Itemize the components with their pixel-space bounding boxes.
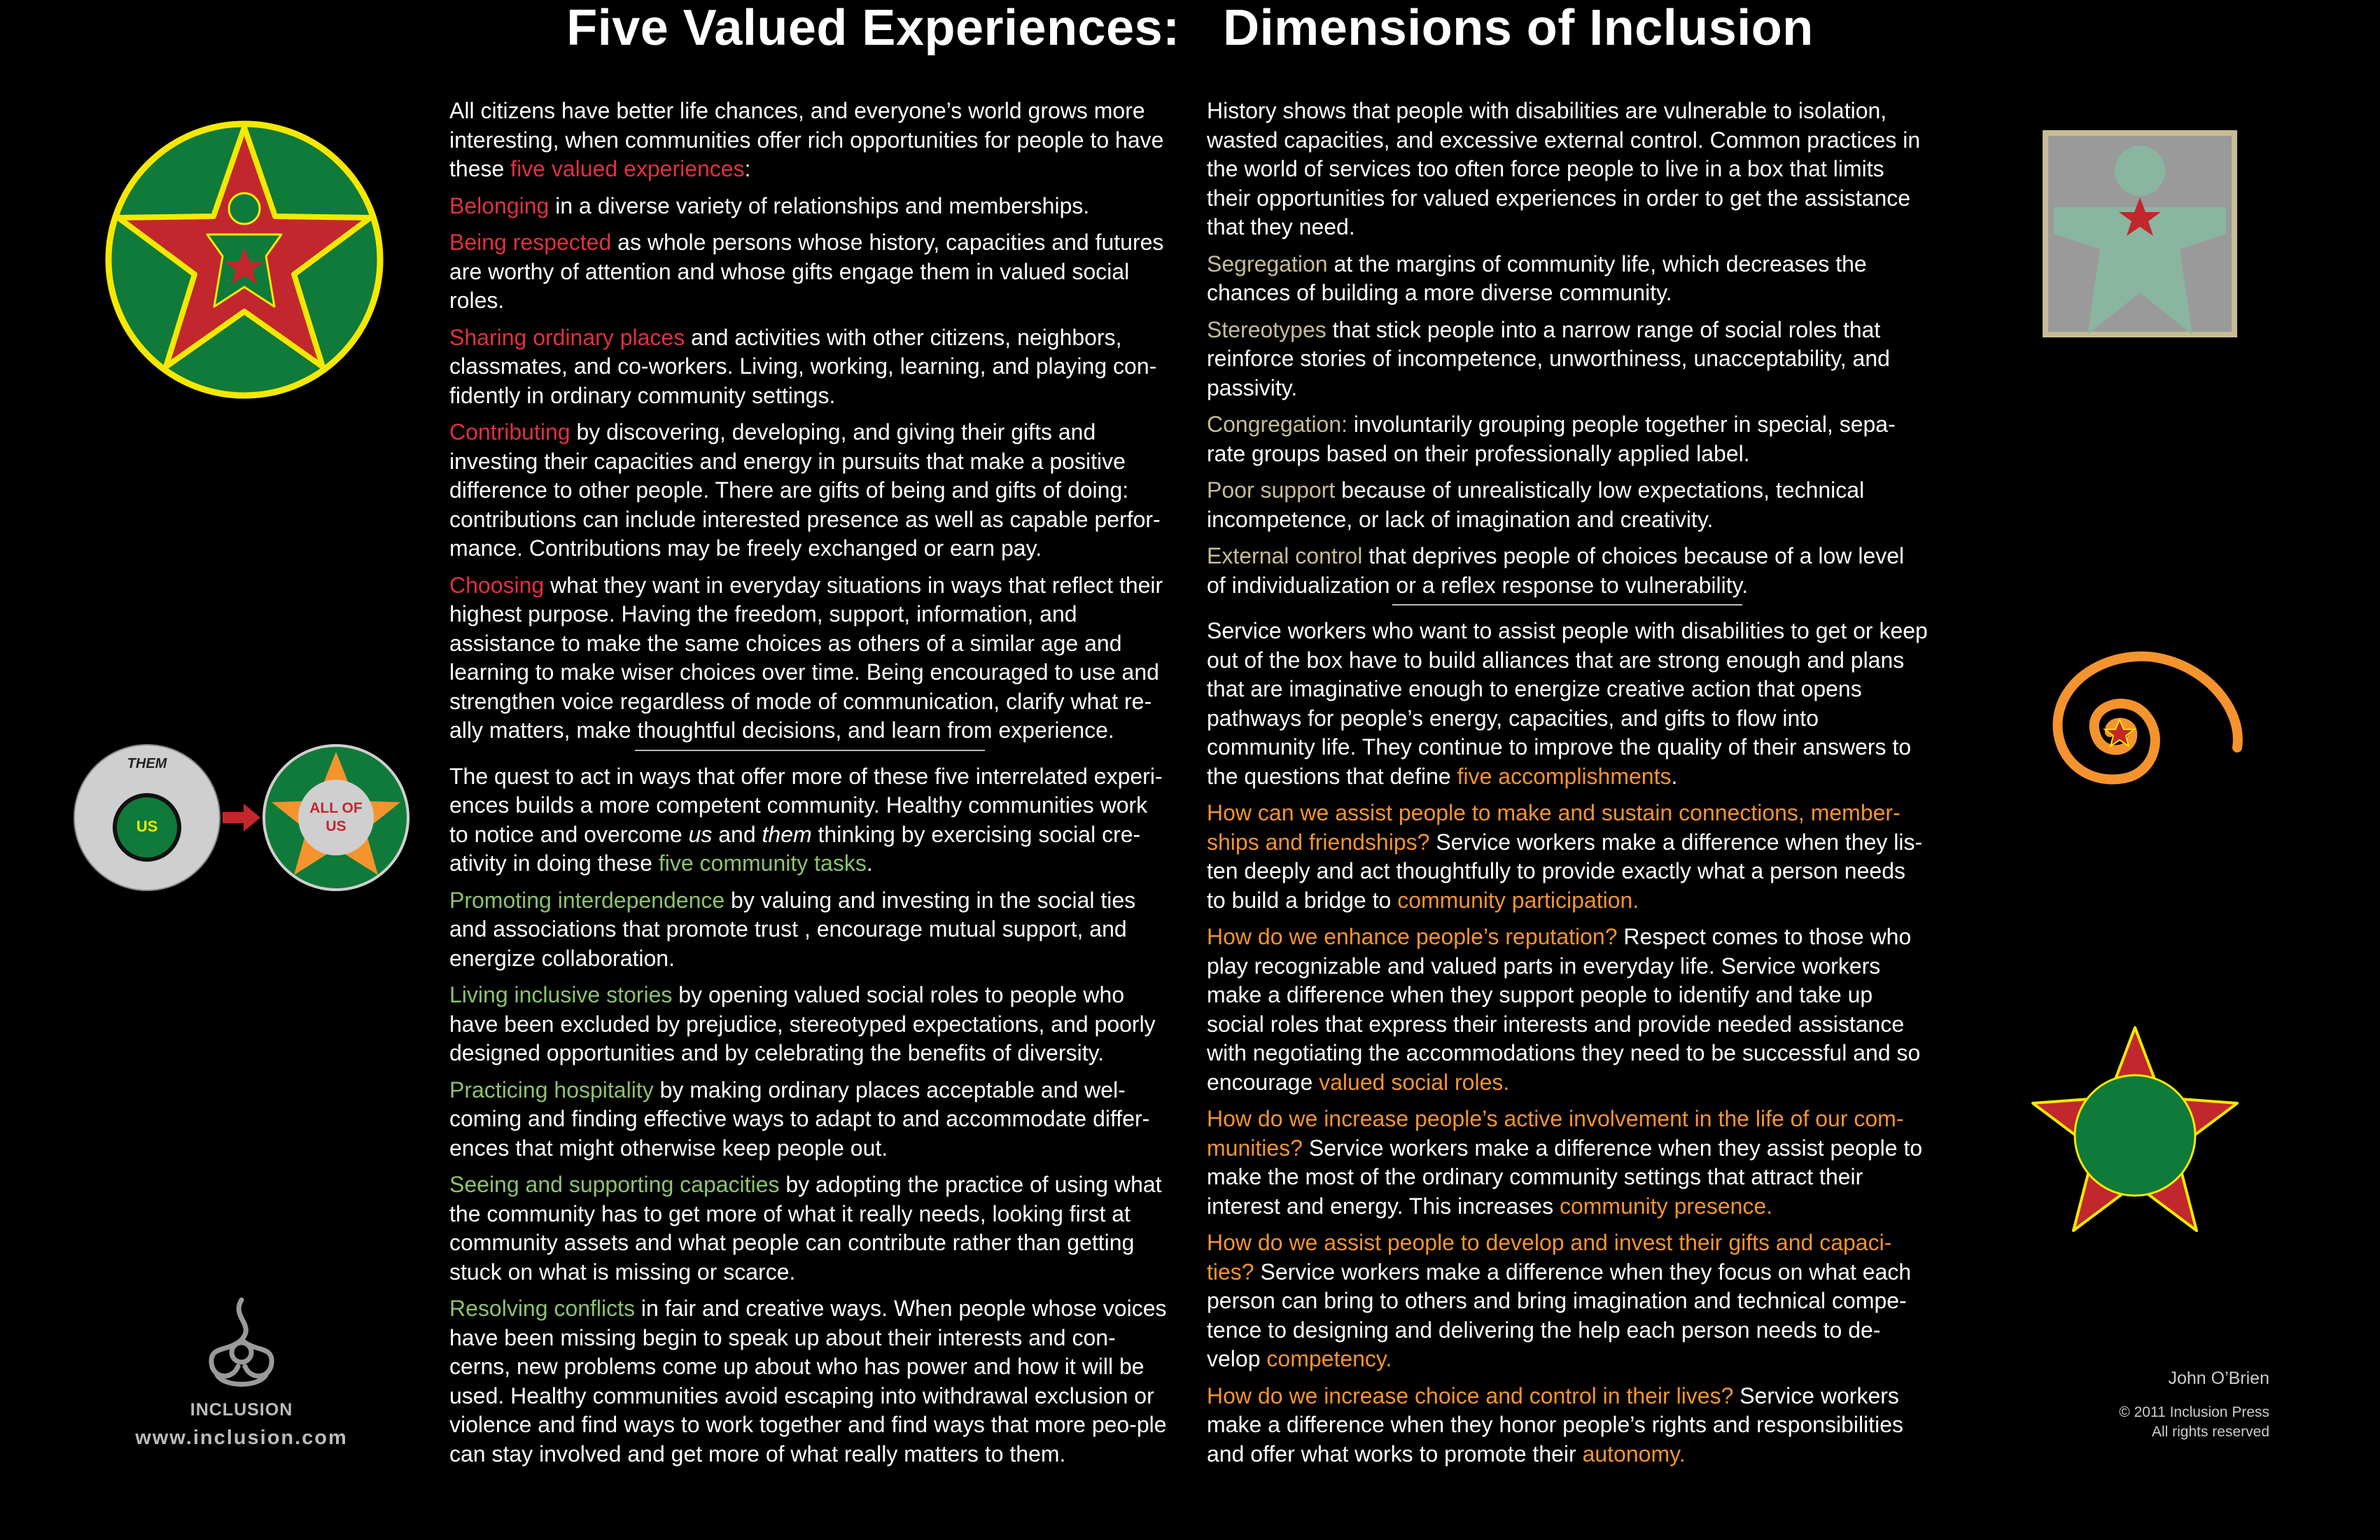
experience-term: Choosing	[449, 572, 545, 598]
logo-name: INCLUSION	[190, 1400, 293, 1420]
workers-paragraph	[1207, 617, 1928, 791]
risk-item	[1207, 476, 1928, 534]
experience-term: Belonging	[449, 192, 550, 218]
risk-item	[1207, 410, 1928, 468]
risk-text: that deprives people of choices because of a low level of individualization or a reflex response to vulnerability.	[1207, 543, 1905, 598]
question-text: How do we increase people’s active involvement in the life of our com-munities?	[1207, 1106, 1904, 1161]
quest-them: them	[762, 821, 812, 847]
task-text: in fair and creative ways. When people whose voices have been missing begin to speak up about their interests and con-cerns, new problems come up about who has power and how it will be used. Healthy communities avoid escaping into withdrawal exclusion or violence and find ways to work together and find ways that more peo-ple can stay involved and get more of what really matters to them.	[449, 1296, 1167, 1466]
quest-end: .	[866, 850, 873, 876]
intro-paragraph	[449, 97, 1170, 184]
risk-term: Poor support	[1207, 477, 1336, 503]
experience-term: Being respected	[449, 230, 612, 255]
logo-url[interactable]: www.inclusion.com	[135, 1427, 348, 1449]
task-term: Practicing hospitality	[449, 1077, 654, 1102]
question-text: How do we enhance people’s reputation?	[1207, 924, 1618, 949]
intro-highlight: five valued experiences	[510, 156, 745, 181]
left-text-column	[449, 97, 1170, 1476]
question-answer: Respect comes to those who play recognizable and valued parts in everyday life. Service workers make a difference when they support people to identify and take up social roles that express their interests and provide needed assistance with negotiating the accommodations they need to be successful and so encourage	[1207, 924, 1921, 1095]
workers-text: Service workers who want to assist people with disabilities to get or keep out of the box have to build alliances that are strong enough and plans that are imaginative enough to energize creative action that opens pathways for people’s energy, capacities, and gifts to flow into community life. They continue to improve the quality of their answers to the questions that define	[1207, 618, 1928, 789]
author-credit: John O’Brien	[2168, 1368, 2269, 1388]
experience-item	[449, 228, 1170, 316]
task-text: by opening valued social roles to people who have been excluded by prejudice, stereotyped expectations, and poorly designed opportunities and by celebrating the benefits of diversity.	[449, 982, 1156, 1065]
risk-text: because of unrealistically low expectations, technical incompetence, or lack of imagination and creativity.	[1207, 477, 1865, 532]
right-text-column	[1207, 97, 1928, 1476]
rights-text: All rights reserved	[2151, 1424, 2269, 1440]
question-answer: Service workers make a difference when they honor people’s rights and responsibilities and offer what works to promote their	[1207, 1382, 1903, 1466]
question-end: .	[1766, 1193, 1773, 1219]
quest-us: us	[688, 821, 713, 847]
them-label: THEM	[127, 756, 167, 771]
question-highlight: valued social roles	[1319, 1069, 1504, 1095]
experience-text: what they want in everyday situations in ways that reflect their highest purpose. Having the freedom, support, information, and assistance to make the same choices as others of a similar age and learning to make wiser choices over time. Being encouraged to use and strengthen voice regardless of mode of communication, clarify what re-ally matters, make thoughtful decisions, and learn from experience.	[449, 572, 1163, 743]
task-term: Resolving conflicts	[449, 1296, 635, 1321]
experience-text: and activities with other citizens, neighbors, classmates, and co-workers. Living, working, learning, and playing con-fidently in ordinary community settings.	[449, 324, 1157, 408]
question-item	[1207, 799, 1928, 915]
question-item	[1207, 1382, 1928, 1469]
question-highlight: competency	[1266, 1346, 1386, 1371]
experience-text: in a diverse variety of relationships and memberships.	[549, 192, 1090, 218]
experience-item	[449, 192, 1170, 221]
experience-term: Contributing	[449, 419, 570, 444]
quest-post: thinking by exercising social cre-ativity in doing these	[449, 821, 1141, 876]
question-answer: Service workers make a difference when they lis-ten deeply and act thoughtfully to provide exactly what a person needs to build a bridge to	[1207, 829, 1923, 913]
question-end: .	[1385, 1346, 1392, 1371]
question-answer: Service workers make a difference when they assist people to make the most of the ordinary community settings that attract their interest and energy. This increases	[1207, 1135, 1923, 1219]
question-highlight: community presence	[1559, 1193, 1767, 1219]
question-text: How do we increase choice and control in their lives?	[1207, 1382, 1734, 1408]
workers-end: .	[1671, 763, 1678, 789]
risk-item	[1207, 542, 1928, 600]
task-item	[449, 886, 1170, 974]
task-item	[449, 981, 1170, 1068]
question-end: .	[1679, 1441, 1686, 1466]
question-item	[1207, 923, 1928, 1097]
experience-text: as whole persons whose history, capacities and futures are worthy of attention and whose gifts engage them in valued social roles.	[449, 230, 1164, 313]
question-text: How can we assist people to make and sustain connections, member-ships and friendships?	[1207, 800, 1900, 855]
risk-term: Stereotypes	[1207, 316, 1326, 342]
quest-mid: and	[712, 821, 762, 847]
risk-text: involuntarily grouping people together in special, sepa-rate groups based on their professionally applied label.	[1207, 412, 1896, 466]
question-end: .	[1503, 1069, 1510, 1095]
section-divider	[635, 750, 985, 751]
star-in-circle-emblem-icon	[104, 119, 385, 400]
task-term: Promoting interdependence	[449, 887, 725, 913]
task-text: by adopting the practice of using what the community has to get more of what it really needs, looking first at community assets and what people can contribute rather than getting stuck on what is missing or scarce.	[449, 1172, 1162, 1284]
risk-term: External control	[1207, 543, 1363, 568]
question-text: How do we assist people to develop and invest their gifts and capaci-ties?	[1207, 1230, 1892, 1284]
question-highlight: autonomy	[1582, 1441, 1679, 1466]
question-highlight: community participation	[1397, 887, 1633, 913]
quest-highlight: five community tasks	[658, 850, 867, 876]
task-text: by making ordinary places acceptable and wel-coming and finding effective ways to adapt to and accommodate differ-ences that might otherwise keep people out.	[449, 1077, 1150, 1161]
copyright-text: © 2011 Inclusion Press	[2119, 1404, 2269, 1420]
intro-text: All citizens have better life chances, and everyone’s world grows more interesting, when communities offer rich opportunities for people to have these	[449, 98, 1164, 181]
risk-text: that stick people into a narrow range of social roles that reinforce stories of incompetence, unworthiness, unacceptability, and passivity.	[1207, 316, 1890, 400]
section-divider	[1392, 604, 1742, 606]
task-item	[449, 1170, 1170, 1287]
experience-item	[449, 571, 1170, 746]
question-item	[1207, 1228, 1928, 1374]
experience-item	[449, 418, 1170, 564]
circle-star-icon	[2030, 1025, 2240, 1233]
triquetra-logo-icon	[189, 1296, 294, 1394]
risk-text: at the margins of community life, which decreases the chances of building a more diverse community.	[1207, 251, 1867, 305]
experience-item	[449, 323, 1170, 411]
quest-text: The quest to act in ways that offer more of these five interrelated experi-ences builds a more competent community. Healthy communities work to notice and overcome	[449, 763, 1163, 847]
risk-term: Segregation	[1207, 251, 1328, 276]
us-them-diagram-icon	[73, 743, 416, 892]
task-term: Seeing and supporting capacities	[449, 1172, 780, 1197]
all-of-us-label-2: US	[326, 818, 346, 834]
experience-text: by discovering, developing, and giving their gifts and investing their capacities and energy in pursuits that make a positive difference to other people. There are gifts of being and gifts of doing: contributions can include interested presence as well as capable perfor-mance. Contributions may be freely exchanged or earn pay.	[449, 419, 1161, 561]
history-paragraph: History shows that people with disabilities are vulnerable to isolation, wasted capacities, and excessive external control. Common practices in the world of services too often force people to live in a box that limits their opportunities for valued experiences in order to get the assistance that they need.	[1207, 98, 1921, 239]
question-item	[1207, 1105, 1928, 1221]
task-text: by valuing and investing in the social ties and associations that promote trust , encourage mutual support, and energize collaboration.	[449, 887, 1136, 971]
question-end: .	[1632, 887, 1639, 913]
task-item	[449, 1294, 1170, 1469]
task-item	[449, 1076, 1170, 1163]
quest-paragraph	[449, 762, 1170, 878]
task-term: Living inclusive stories	[449, 982, 673, 1007]
risk-item	[1207, 316, 1928, 403]
us-label: US	[136, 818, 158, 835]
page-title: Five Valued Experiences: Dimensions of Inclusion	[566, 0, 1814, 56]
risk-item	[1207, 250, 1928, 308]
experience-term: Sharing ordinary places	[449, 324, 685, 350]
workers-highlight: five accomplishments	[1457, 763, 1672, 789]
risk-term: Congregation:	[1207, 412, 1348, 437]
star-person-box-icon	[2043, 130, 2237, 337]
spiral-star-icon	[2033, 643, 2247, 822]
all-of-us-label-1: ALL OF	[309, 800, 363, 816]
question-answer: Service workers make a difference when they focus on what each person can bring to others and bring imagination and technical compe-tence to designing and delivering the help each person needs to de-velop	[1207, 1259, 1912, 1371]
intro-end: :	[744, 156, 751, 181]
